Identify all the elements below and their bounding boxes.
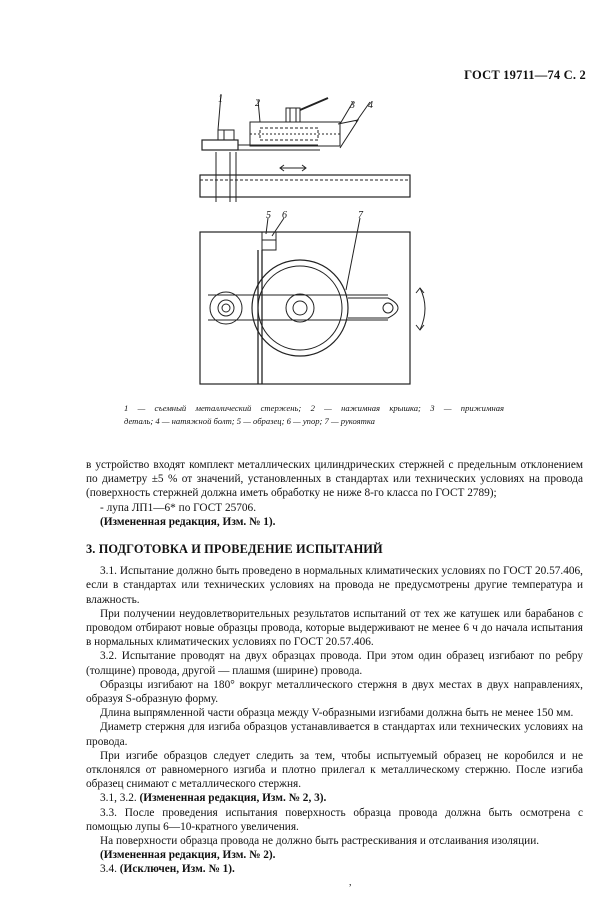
amendment-line bbox=[86, 791, 583, 805]
side-view bbox=[200, 94, 410, 202]
amendment-note: (Исключен, Изм. № 1). bbox=[119, 863, 235, 876]
paragraph: - лупа ЛП1—6* по ГОСТ 25706. bbox=[100, 501, 257, 514]
paragraph: При получении неудовлетворительных результатов испытаний от тех же катушек или барабанов с проводом отбирают новые образцы провода, которые выдерживают не менее 6 ч до начала испытания в нормальных климатических условиях по ГОСТ 20.57.406. bbox=[86, 607, 583, 649]
caption-line-1: 1 — съемный металлический стержень; 2 — нажимная крышка; 3 — прижимная bbox=[124, 403, 504, 413]
clause-number: 3.1, 3.2. bbox=[100, 792, 137, 805]
paragraph: 3.1. Испытание должно быть проведено в нормальных климатических условиях по ГОСТ 20.57.406, если в стандартах или технических условиях на провода не предусмотрены другие температура и влажность. bbox=[86, 565, 583, 606]
callout-4: 4 bbox=[368, 100, 373, 111]
callout-6: 6 bbox=[282, 210, 287, 221]
callout-1: 1 bbox=[218, 94, 223, 105]
callout-2: 2 bbox=[255, 98, 260, 109]
paragraph: в устройство входят комплект металлических цилиндрических стержней с предельным отклонением по диаметру ±5 % от значений, установленных в стандартах или технических условиях на провода (поверхность стержней должна иметь обработку не ниже 8-го класса по ГОСТ 2789); bbox=[86, 459, 583, 500]
amendment-note: (Измененная редакция, Изм. № 2, 3). bbox=[139, 792, 327, 805]
paragraph: Образцы изгибают на 180° вокруг металлического стержня в двух местах в двух направлениях, образуя S-образную форму. bbox=[86, 678, 583, 706]
document-body bbox=[86, 458, 583, 877]
caption-line-2: деталь; 4 — натяжной болт; 5 — образец; 6 — упор; 7 — рукоятка bbox=[124, 416, 375, 426]
doc-header: ГОСТ 19711—74 С. 2 bbox=[464, 68, 586, 82]
paragraph: При изгибе образцов следует следить за тем, чтобы испытуемый образец не коробился и не отклонялся от равномерного изгиба и плотно прилегал к металлическому стержню. После изгиба образец снимают с металлического стержня. bbox=[86, 749, 583, 791]
bending-device-figure bbox=[188, 90, 440, 390]
figure-caption bbox=[124, 402, 504, 428]
clause-number: 3.4. bbox=[100, 863, 117, 876]
paragraph: Диаметр стержня для изгиба образцов устанавливается в стандартах или технических условиях на провода. bbox=[86, 721, 583, 748]
paragraph: Длина выпрямленной части образца между V-образными изгибами должна быть не менее 150 мм. bbox=[100, 707, 574, 720]
callout-7: 7 bbox=[358, 210, 363, 221]
callout-5: 5 bbox=[266, 210, 271, 221]
section-title: 3. ПОДГОТОВКА И ПРОВЕДЕНИЕ ИСПЫТАНИЙ bbox=[86, 542, 383, 557]
page-mark: , bbox=[349, 877, 352, 888]
plan-view bbox=[200, 218, 425, 384]
paragraph: 3.2. Испытание проводят на двух образцах провода. При этом один образец изгибают по ребру (толщине) провода, другой — плашмя (ширине) провода. bbox=[86, 650, 583, 677]
amendment-note: (Измененная редакция, Изм. № 2). bbox=[100, 849, 276, 862]
amendment-note: (Измененная редакция, Изм. № 1). bbox=[100, 515, 276, 528]
paragraph: На поверхности образца провода не должно быть растрескивания и отслаивания изоляции. bbox=[100, 835, 540, 848]
amendment-line bbox=[86, 862, 583, 876]
paragraph: 3.3. После проведения испытания поверхность образца провода должна быть осмотрена с помощью лупы 6—10-кратного увеличения. bbox=[86, 806, 583, 833]
callout-3: 3 bbox=[350, 100, 355, 111]
